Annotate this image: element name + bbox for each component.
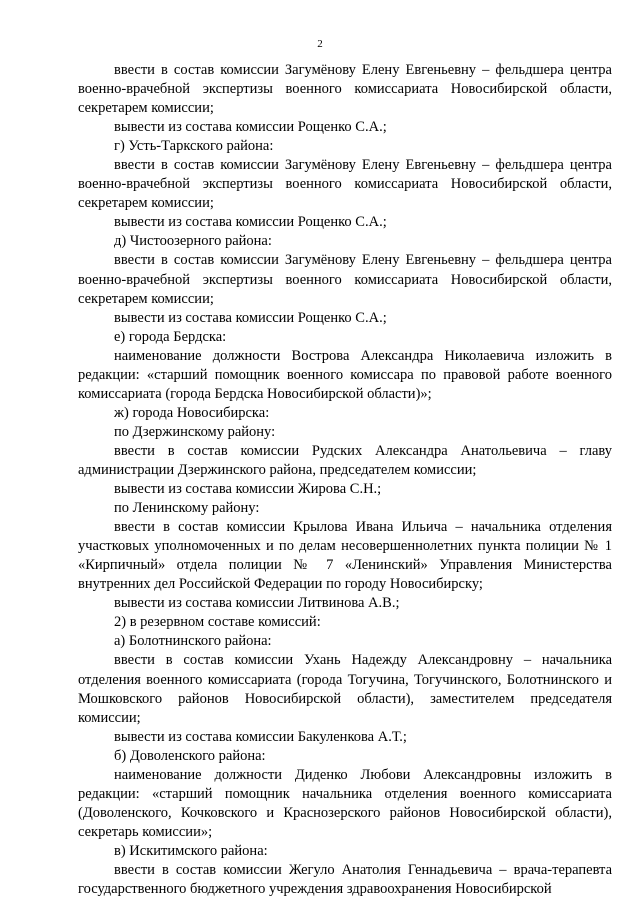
- paragraph: б) Доволенского района:: [114, 747, 266, 764]
- document-body: [78, 61, 612, 899]
- paragraph: в) Искитимского района:: [114, 842, 268, 859]
- paragraph: д) Чистоозерного района:: [114, 233, 272, 250]
- paragraph: по Дзержинскому району:: [114, 423, 276, 440]
- paragraph: ввести в состав комиссии Жегуло Анатолия Геннадьевича – врача-терапевта государственного бюджетного учреждения здравоохранения Новосибирской: [78, 861, 612, 898]
- paragraph: ввести в состав комиссии Загумёнову Елену Евгеньевну – фельдшера центра военно-врачебной экспертизы военного комиссариата Новосибирской области, секретарем комиссии;: [78, 252, 612, 307]
- paragraph: ж) города Новосибирска:: [114, 404, 270, 421]
- paragraph: ввести в состав комиссии Ухань Надежду Александровну – начальника отделения военного комиссариата (города Тогучина, Тогучинского, Болотнинского и Мошковского районов Новосибирской области), заместителем председателя комиссии;: [78, 652, 612, 726]
- paragraph: ввести в состав комиссии Загумёнову Елену Евгеньевну – фельдшера центра военно-врачебной экспертизы военного комиссариата Новосибирской области, секретарем комиссии;: [78, 157, 612, 212]
- paragraph: вывести из состава комиссии Жирова С.Н.;: [114, 481, 382, 498]
- paragraph: ввести в состав комиссии Рудских Александра Анатольевича – главу администрации Дзержинского района, председателем комиссии;: [78, 442, 612, 478]
- paragraph: 2) в резервном составе комиссий:: [114, 614, 321, 631]
- paragraph: вывести из состава комиссии Рощенко С.А.;: [114, 309, 387, 326]
- paragraph: вывести из состава комиссии Бакуленкова А.Т.;: [114, 728, 407, 745]
- paragraph: ввести в состав комиссии Крылова Ивана Ильича – начальника отделения участковых уполномоченных и по делам несовершеннолетних пункта полиции № 1 «Кирпичный» отдела полиции № 7 «Ленинский» Управления Министерства внутренних дел Российской Федерации по городу Новосибирску;: [78, 519, 612, 593]
- paragraph: вывести из состава комиссии Рощенко С.А.;: [114, 214, 387, 231]
- paragraph: наименование должности Вострова Александра Николаевича изложить в редакции: «старший помощник военного комиссара по правовой работе военного комиссариата (города Бердска Новосибирской области)»;: [78, 347, 612, 402]
- paragraph: е) города Бердска:: [114, 328, 227, 345]
- paragraph: наименование должности Диденко Любови Александровны изложить в редакции: «старший помощник начальника отделения военного комиссариата (Доволенского, Кочковского и Краснозерского районов Новосибирской области), секретарь комиссии»;: [78, 766, 612, 840]
- page-number: 2: [317, 38, 323, 50]
- paragraph: вывести из состава комиссии Литвинова А.В.;: [114, 595, 400, 612]
- paragraph: а) Болотнинского района:: [114, 633, 272, 650]
- paragraph: по Ленинскому району:: [114, 500, 260, 517]
- paragraph: ввести в состав комиссии Загумёнову Елену Евгеньевну – фельдшера центра военно-врачебной экспертизы военного комиссариата Новосибирской области, секретарем комиссии;: [78, 62, 612, 117]
- paragraph: вывести из состава комиссии Рощенко С.А.;: [114, 119, 387, 136]
- paragraph: г) Усть-Таркского района:: [114, 138, 274, 155]
